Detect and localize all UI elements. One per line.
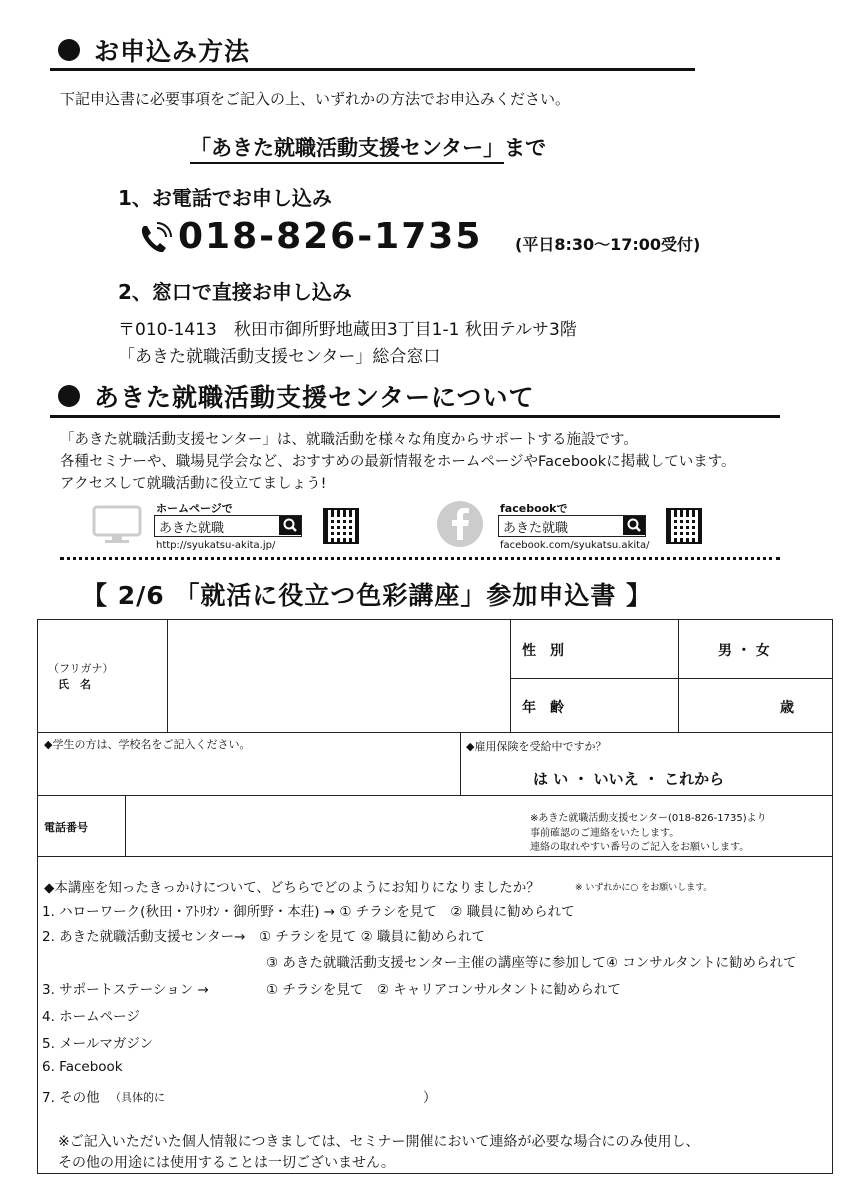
homepage-qr-code (323, 508, 359, 544)
age-field[interactable] (680, 680, 780, 730)
phone-note-2: 事前確認のご連絡をいたします。 (530, 828, 680, 839)
furigana-label: （フリガナ） (48, 662, 114, 675)
survey-question: ◆本講座を知ったきっかけについて、どちらでどのようにお知りになりましたか？ (44, 880, 540, 896)
form-title: 【 2/6 「就活に役立つ色彩講座」参加申込書 】 (82, 581, 653, 610)
survey-option-7-close: ） (423, 1090, 437, 1106)
phone-hours: (平日8:30～17:00受付) (515, 235, 701, 254)
age-label: 年 齢 (522, 700, 564, 716)
phone-note-1: ※あきた就職活動支援センター(018-826-1735)より (530, 813, 767, 824)
facebook-url[interactable]: facebook.com/syukatsu.akita/ (500, 540, 650, 551)
bullet-icon (58, 39, 80, 61)
school-field[interactable] (40, 752, 458, 794)
privacy-note-1: ※ご記入いただいた個人情報につきましては、セミナー開催において連絡が必要な場合にのみ使用し、 (58, 1134, 700, 1150)
section-title-about: あきた就職活動支援センターについて (58, 378, 535, 414)
other-field[interactable] (178, 1084, 418, 1104)
section-title-application: お申込み方法 (58, 32, 250, 68)
survey-option-2[interactable]: 2. あきた就職活動支援センター→ ① チラシを見て ② 職員に勧められて (42, 929, 486, 945)
survey-note: ※ いずれかに○ をお願いします。 (575, 883, 713, 893)
name-label: 氏 名 (58, 678, 91, 691)
cut-line (60, 557, 780, 560)
method1-label: 1、お電話でお申し込み (118, 186, 332, 210)
divider (50, 415, 780, 418)
homepage-search-text: あきた就職 (159, 521, 225, 536)
homepage-search-box[interactable] (154, 515, 302, 537)
age-unit: 歳 (780, 700, 794, 716)
survey-option-6[interactable]: 6. Facebook (42, 1059, 123, 1075)
about-text-1: 「あきた就職活動支援センター」は、就職活動を様々な角度からサポートする施設です。 (60, 432, 638, 448)
address: 〒010-1413 秋田市御所野地蔵田3丁目1-1 秋田テルサ3階 (118, 320, 577, 340)
facebook-caption: facebookで (500, 502, 568, 515)
gender-options[interactable]: 男 ・ 女 (718, 643, 770, 659)
survey-option-3b[interactable]: ① チラシを見て ② キャリアコンサルタントに勧められて (266, 982, 621, 998)
phone-note-3: 連絡の取れやすい番号のご記入をお願いします。 (530, 842, 750, 853)
phone-number[interactable]: 018-826-1735 (178, 216, 483, 257)
search-icon[interactable] (279, 516, 301, 535)
survey-option-4[interactable]: 4. ホームページ (42, 1009, 140, 1025)
homepage-url[interactable]: http://syukatsu-akita.jp/ (156, 540, 276, 551)
phone-icon (138, 222, 172, 256)
insurance-options[interactable]: は い ・ いいえ ・ これから (533, 770, 725, 788)
facebook-icon (436, 500, 484, 548)
window-name: 「あきた就職活動支援センター」総合窓口 (118, 347, 441, 367)
survey-option-3[interactable]: 3. サポートステーション → (42, 982, 209, 998)
phone-label: 電話番号 (44, 821, 88, 834)
insurance-label: ◆雇用保険を受給中ですか？ (466, 740, 607, 753)
facebook-search-text: あきた就職 (503, 521, 569, 536)
name-field[interactable] (170, 622, 508, 730)
search-icon[interactable] (623, 516, 645, 535)
gender-label: 性 別 (522, 643, 564, 659)
privacy-note-2: その他の用途には使用することは一切ございません。 (58, 1155, 395, 1171)
divider (50, 68, 695, 71)
facebook-qr-code (666, 508, 702, 544)
phone-field[interactable] (128, 798, 523, 854)
survey-option-1[interactable]: 1. ハローワーク(秋田・ｱﾄﾘｵﾝ・御所野・本荘) → ① チラシを見て ② 職員に勧められて (42, 904, 575, 920)
monitor-icon (92, 505, 142, 545)
about-text-3: アクセスして就職活動に役立てましょう! (60, 476, 327, 492)
survey-option-2b[interactable]: ③ あきた就職活動支援センター主催の講座等に参加して④ コンサルタントに勧められて (266, 955, 797, 971)
method2-label: 2、窓口で直接お申し込み (118, 280, 352, 304)
intro-text: 下記申込書に必要事項をご記入の上、いずれかの方法でお申込みください。 (60, 90, 571, 108)
survey-option-7-paren: （具体的に (110, 1091, 165, 1104)
center-name-line: 「あきた就職活動支援センター」まで (190, 132, 546, 162)
survey-option-5[interactable]: 5. メールマガジン (42, 1036, 154, 1052)
facebook-search-box[interactable] (498, 515, 646, 537)
survey-option-7[interactable]: 7. その他 (42, 1090, 100, 1106)
homepage-caption: ホームページで (156, 502, 233, 515)
about-text-2: 各種セミナーや、職場見学会など、おすすめの最新情報をホームページやFacebookに掲載しています。 (60, 454, 736, 470)
bullet-icon (58, 385, 80, 407)
school-label: ◆学生の方は、学校名をご記入ください。 (44, 738, 251, 751)
